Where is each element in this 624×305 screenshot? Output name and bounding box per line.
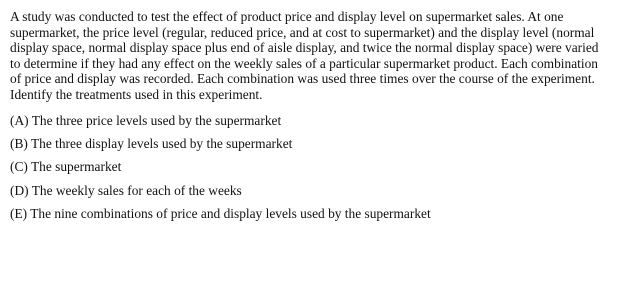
answer-option-a[interactable]: (A) The three price levels used by the supermarket [10,112,282,128]
question-text: A study was conducted to test the effect of product price and display level on supermarket sales. At one supermarket, the price level (regular, reduced price, and at cost to supermarket) and the display level (normal display space, normal display space plus end of aisle display, and twice the normal display space) were varied to determine if they had any effect on the weekly sales of a particular supermarket product. Each combination of price and display was recorded. Each combination was used three times over the course of the experiment. Identify the treatments used in this experiment. [10,9,599,102]
answer-options-list [10,113,614,230]
answer-option-b[interactable]: (B) The three display levels used by the supermarket [10,135,293,151]
answer-option-c[interactable]: (C) The supermarket [10,159,122,175]
answer-option-e[interactable]: (E) The nine combinations of price and display levels used by the supermarket [10,206,431,222]
answer-option-d[interactable]: (D) The weekly sales for each of the weeks [10,182,242,198]
